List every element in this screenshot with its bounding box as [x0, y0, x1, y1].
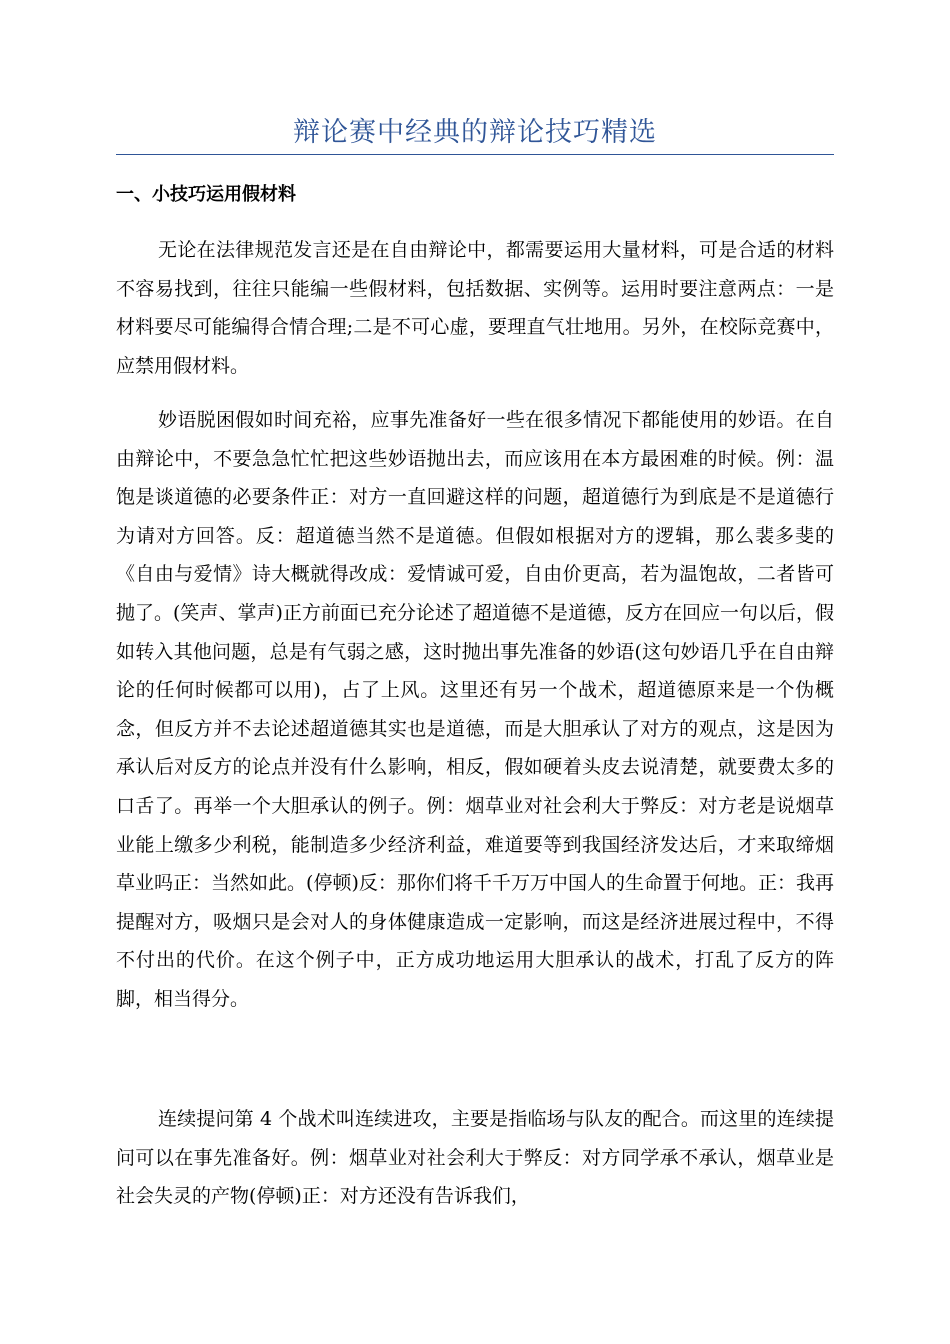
paragraph-1: 无论在法律规范发言还是在自由辩论中，都需要运用大量材料，可是合适的材料不容易找到，往往只能编一些假材料，包括数据、实例等。运用时要注意两点：一是材料要尽可能编得合情合理;二是不可心虚，要理直气壮地用。另外，在校际竞赛中，应禁用假材料。: [116, 239, 834, 377]
title-underline-rule: [116, 154, 834, 155]
paragraph-2: 妙语脱困假如时间充裕，应事先准备好一些在很多情况下都能使用的妙语。在自由辩论中，不要急急忙忙把这些妙语抛出去，而应该用在本方最困难的时候。例：温饱是谈道德的必要条件正：对方一直回避这样的问题，超道德行为到底是不是道德行为请对方回答。反：超道德当然不是道德。但假如根据对方的逻辑，那么裴多斐的《自由与爱情》诗大概就得改成：爱情诚可爱，自由价更高，若为温饱故，二者皆可抛了。(笑声、掌声)正方前面已充分论述了超道德不是道德，反方在回应一句以后，假如转入其他问题，总是有气弱之感，这时抛出事先准备的妙语(这句妙语几乎在自由辩论的任何时候都可以用)，占了上风。这里还有另一个战术，超道德原来是一个伪概念，但反方并不去论述超道德其实也是道德，而是大胆承认了对方的观点，这是因为承认后对反方的论点并没有什么影响，相反，假如硬着头皮去说清楚，就要费太多的口舌了。再举一个大胆承认的例子。例：烟草业对社会利大于弊反：对方老是说烟草业能上缴多少利税，能制造多少经济利益，难道要等到我国经济发达后，才来取缔烟草业吗正：当然如此。(停顿)反：那你们将千千万万中国人的生命置于何地。正：我再提醒对方，吸烟只是会对人的身体健康造成一定影响，而这是经济进展过程中，不得不付出的代价。在这个例子中，正方成功地运用大胆承认的战术，打乱了反方的阵脚，相当得分。: [116, 409, 834, 1010]
section-heading: 一、小技巧运用假材料: [116, 184, 296, 205]
paragraph-3: 连续提问第 4 个战术叫连续进攻，主要是指临场与队友的配合。而这里的连续提问可以在事先准备好。例：烟草业对社会利大于弊反：对方同学承不承认，烟草业是社会失灵的产物(停顿)正：对方还没有告诉我们，: [116, 1108, 834, 1208]
document-title: 辩论赛中经典的辩论技巧精选: [293, 117, 657, 148]
